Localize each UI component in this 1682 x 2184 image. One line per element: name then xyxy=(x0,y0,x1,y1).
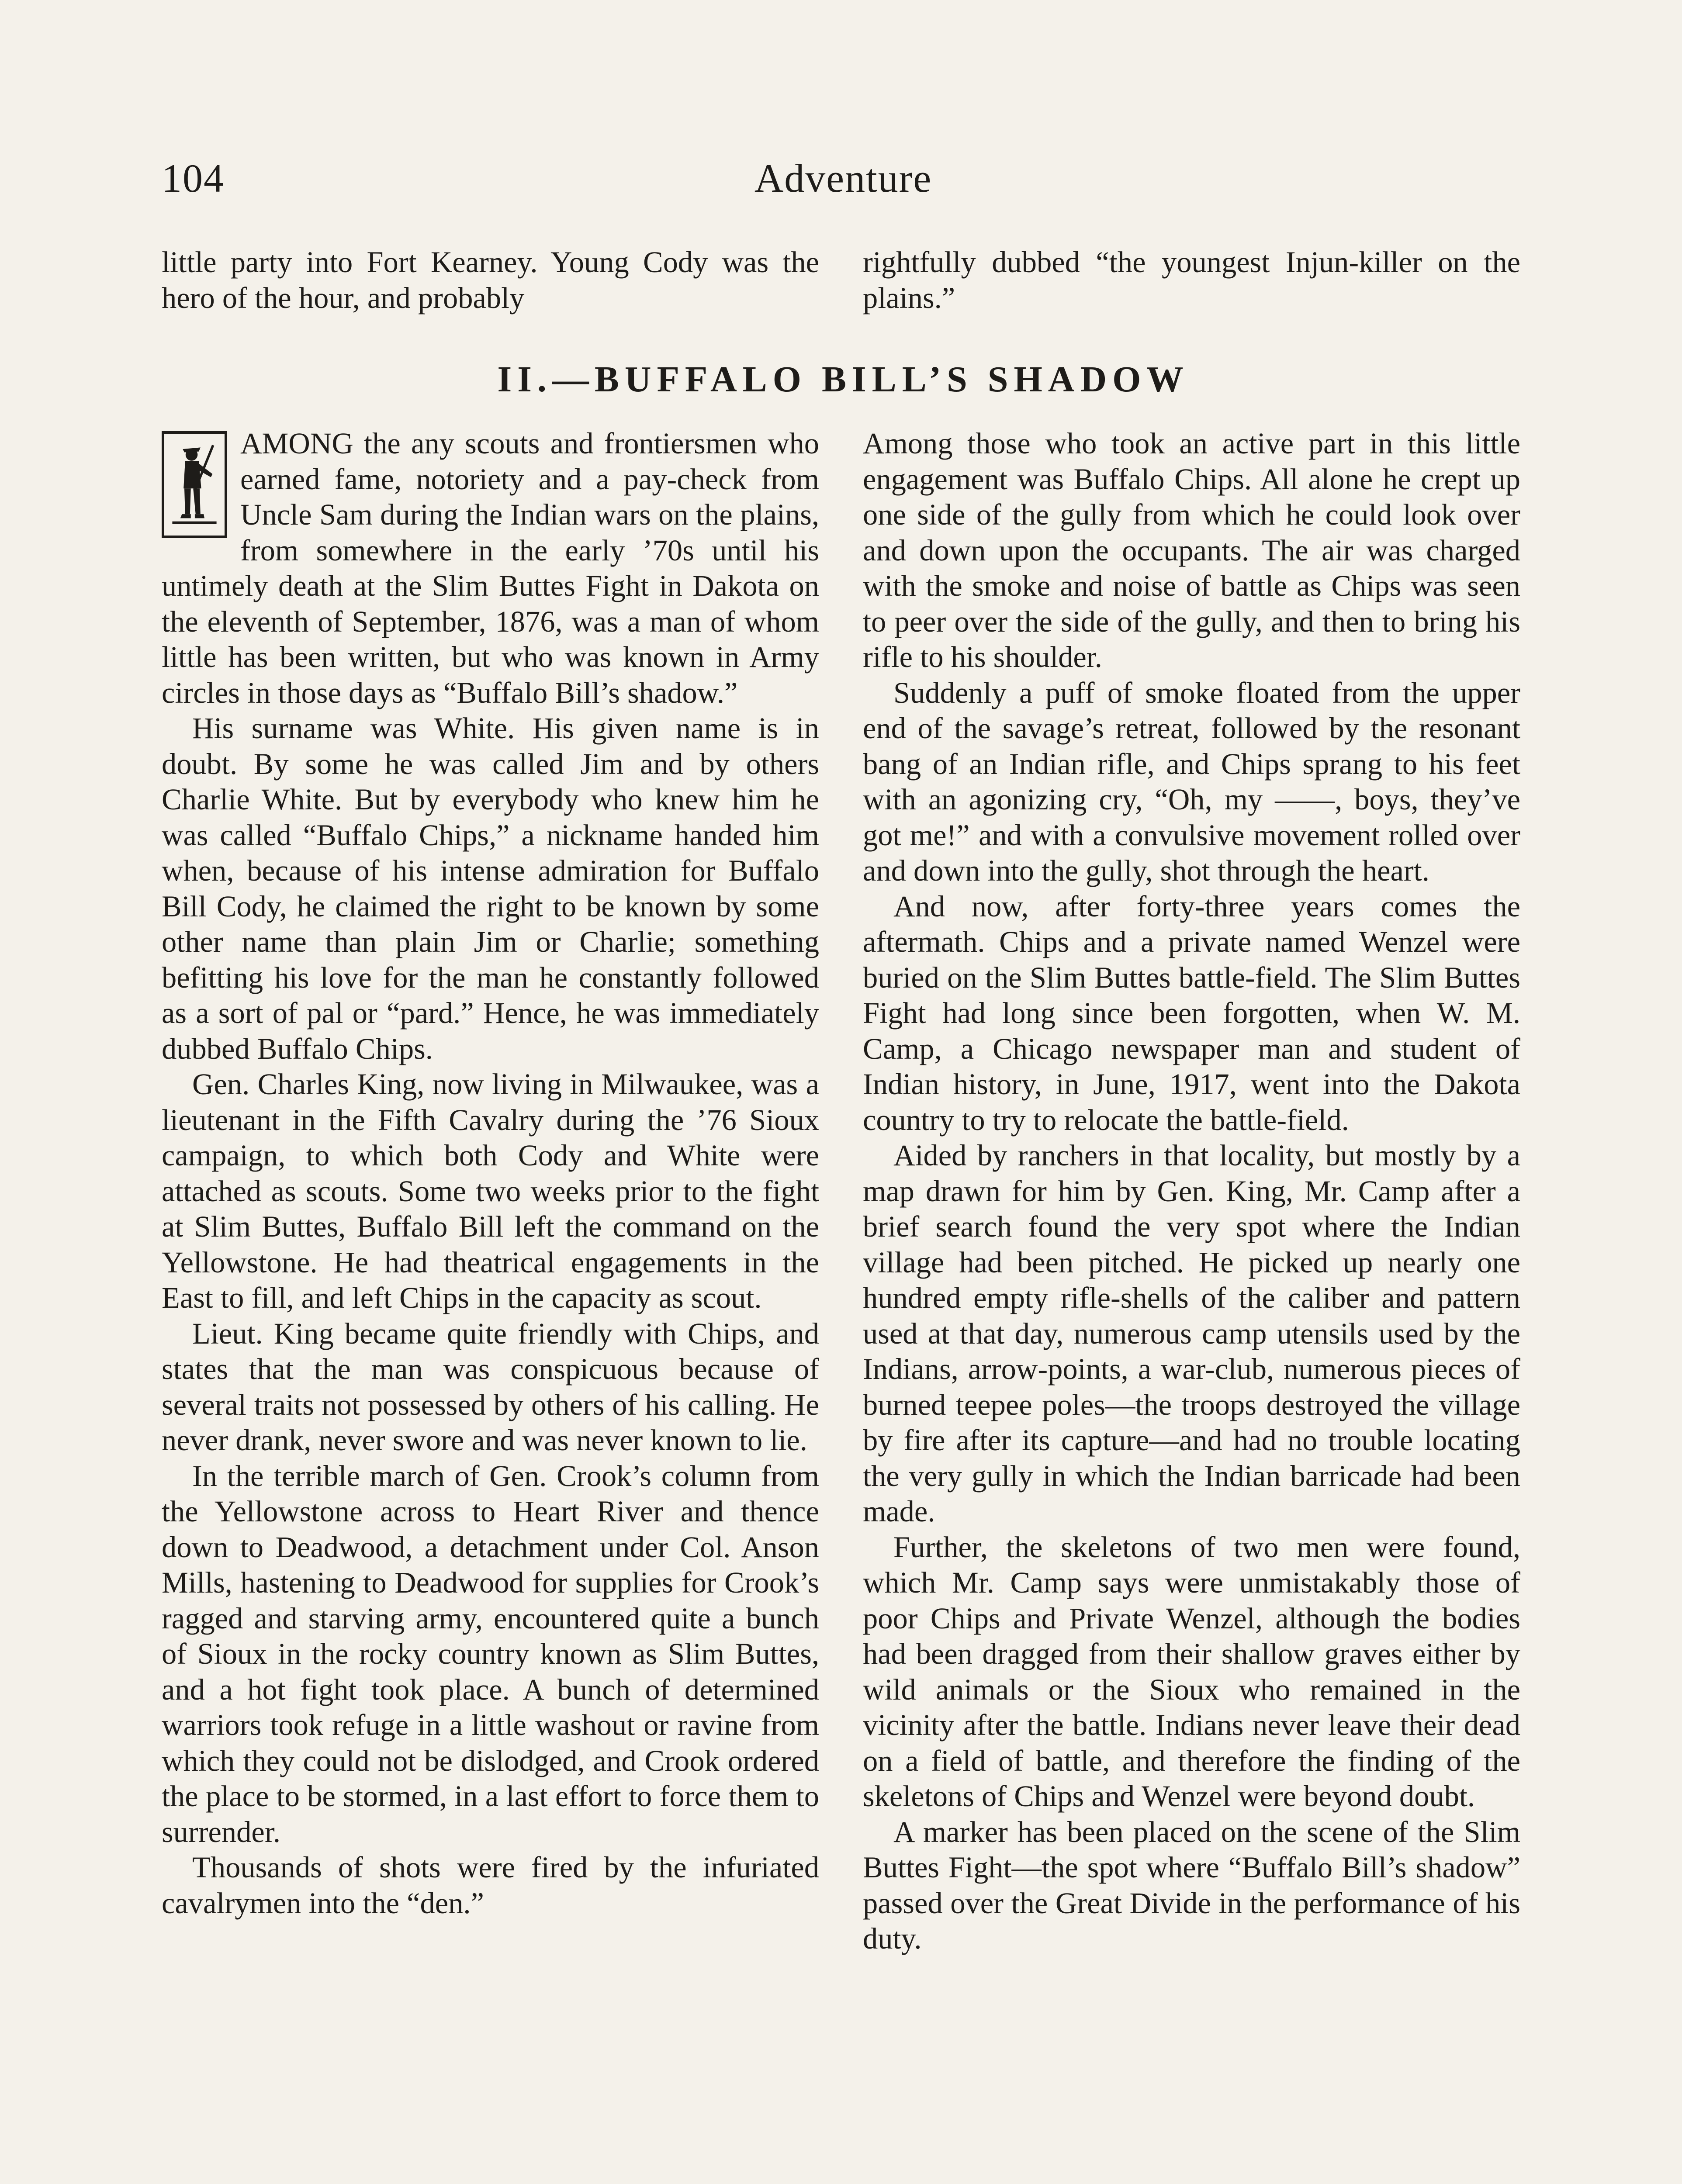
paragraph: A marker has been placed on the scene of the Slim Buttes Fight—the spot where “Buffalo Bill’s shadow” passed over the Great Divide in the performance of his duty. xyxy=(863,1815,1520,1955)
paragraph: Suddenly a puff of smoke floated from the upper end of the savage’s retreat, followed by the resonant bang of an Indian rifle, and Chips sprang to his feet with an agonizing cry, “Oh, my ——, boys, they’ve got me!” and with a convulsive movement rolled over and down into the gully, shot through the heart. xyxy=(863,676,1520,887)
paragraph: Among those who took an active part in this little engagement was Buffalo Chips. All alone he crept up one side of the gully from which he could look over and down upon the occupants. The air was charged with the smoke and noise of battle as Chips was seen to peer over the side of the gully, and then to bring his rifle to his shoulder. xyxy=(863,427,1520,674)
paragraph: His surname was White. His given name is in doubt. By some he was called Jim and by others Charlie White. But by everybody who knew him he was called “Buffalo Chips,” a nickname handed him when, because of his intense admiration for Buffalo Bill Cody, he claimed the right to be known by some other name than plain Jim or Charlie; something befitting his love for the man he constantly followed as a sort of pal or “pard.” Hence, he was immediately dubbed Buffalo Chips. xyxy=(162,712,819,1065)
left-column xyxy=(162,426,819,1921)
section-title: II.—BUFFALO BILL’S SHADOW xyxy=(497,359,1189,400)
magazine-title: Adventure xyxy=(754,156,932,200)
paragraph: In the terrible march of Gen. Crook’s column from the Yellowstone across to Heart River and thence down to Deadwood, a detachment under Col. Anson Mills, hastening to Deadwood for supplies for Crook’s ragged and starving army, encountered quite a bunch of Sioux in the rocky country known as Slim Buttes, and a hot fight took place. A bunch of determined warriors took refuge in a little washout or ravine from which they could not be dislodged, and Crook ordered the place to be stormed, in a last effort to force them to surrender. xyxy=(162,1459,819,1849)
drop-cap-illustration xyxy=(162,431,227,538)
paragraph: Lieut. King became quite friendly with Chips, and states that the man was conspicuous because of several traits not possessed by others of his calling. He never drank, never swore and was never known to lie. xyxy=(162,1317,819,1457)
paragraph: AMONG the any scouts and frontiersmen who earned fame, notoriety and a pay-check from Uncle Sam during the Indian wars on the plains, from somewhere in the early ’70s until his untimely death at the Slim Buttes Fight in Dakota on the eleventh of September, 1876, was a man of whom little has been written, but who was known in Army circles in those days as “Buffalo Bill’s shadow.” xyxy=(162,427,819,709)
paragraph: Further, the skeletons of two men were found, which Mr. Camp says were unmistakably those of poor Chips and Private Wenzel, although the bodies had been dragged from their shallow graves either by wild animals or the Sioux who remained in the vicinity after the battle. Indians never leave their dead on a field of battle, and therefore the finding of the skeletons of Chips and Wenzel were beyond doubt. xyxy=(863,1530,1520,1813)
article-body xyxy=(162,426,1525,2184)
running-header xyxy=(162,155,1525,212)
paragraph: And now, after forty-three years comes the aftermath. Chips and a private named Wenzel were buried on the Slim Buttes battle-field. The Slim Buttes Fight had long since been forgotten, when W. M. Camp, a Chicago newspaper man and student of Indian history, in June, 1917, went into the Dakota country to try to relocate the battle-field. xyxy=(863,889,1520,1137)
page-number: 104 xyxy=(162,156,225,200)
continued-text-right: rightfully dubbed “the youngest Injun-killer on the plains.” xyxy=(863,245,1520,314)
scout-figure-icon xyxy=(164,434,225,536)
paragraph: Aided by ranchers in that locality, but mostly by a map drawn for him by Gen. King, Mr. Camp after a brief search found the very spot where the Indian village had been pitched. He picked up nearly one hundred empty rifle-shells of the caliber and pattern used at that day, numerous camp utensils used by the Indians, arrow-points, a war-club, numerous pieces of burned teepee poles—the troops destroyed the village by fire after its capture—and had no trouble locating the very gully in which the Indian barricade had been made. xyxy=(863,1139,1520,1528)
continued-text-left: little party into Fort Kearney. Young Cody was the hero of the hour, and probably xyxy=(162,245,819,314)
right-column xyxy=(863,426,1520,1957)
paragraph: Thousands of shots were fired by the infuriated cavalrymen into the “den.” xyxy=(162,1851,819,1920)
paragraph: Gen. Charles King, now living in Milwaukee, was a lieutenant in the Fifth Cavalry during the ’76 Sioux campaign, to which both Cody and White were attached as scouts. Some two weeks prior to the fight at Slim Buttes, Buffalo Bill left the command on the Yellowstone. He had theatrical engagements in the East to fill, and left Chips in the capacity as scout. xyxy=(162,1068,819,1314)
